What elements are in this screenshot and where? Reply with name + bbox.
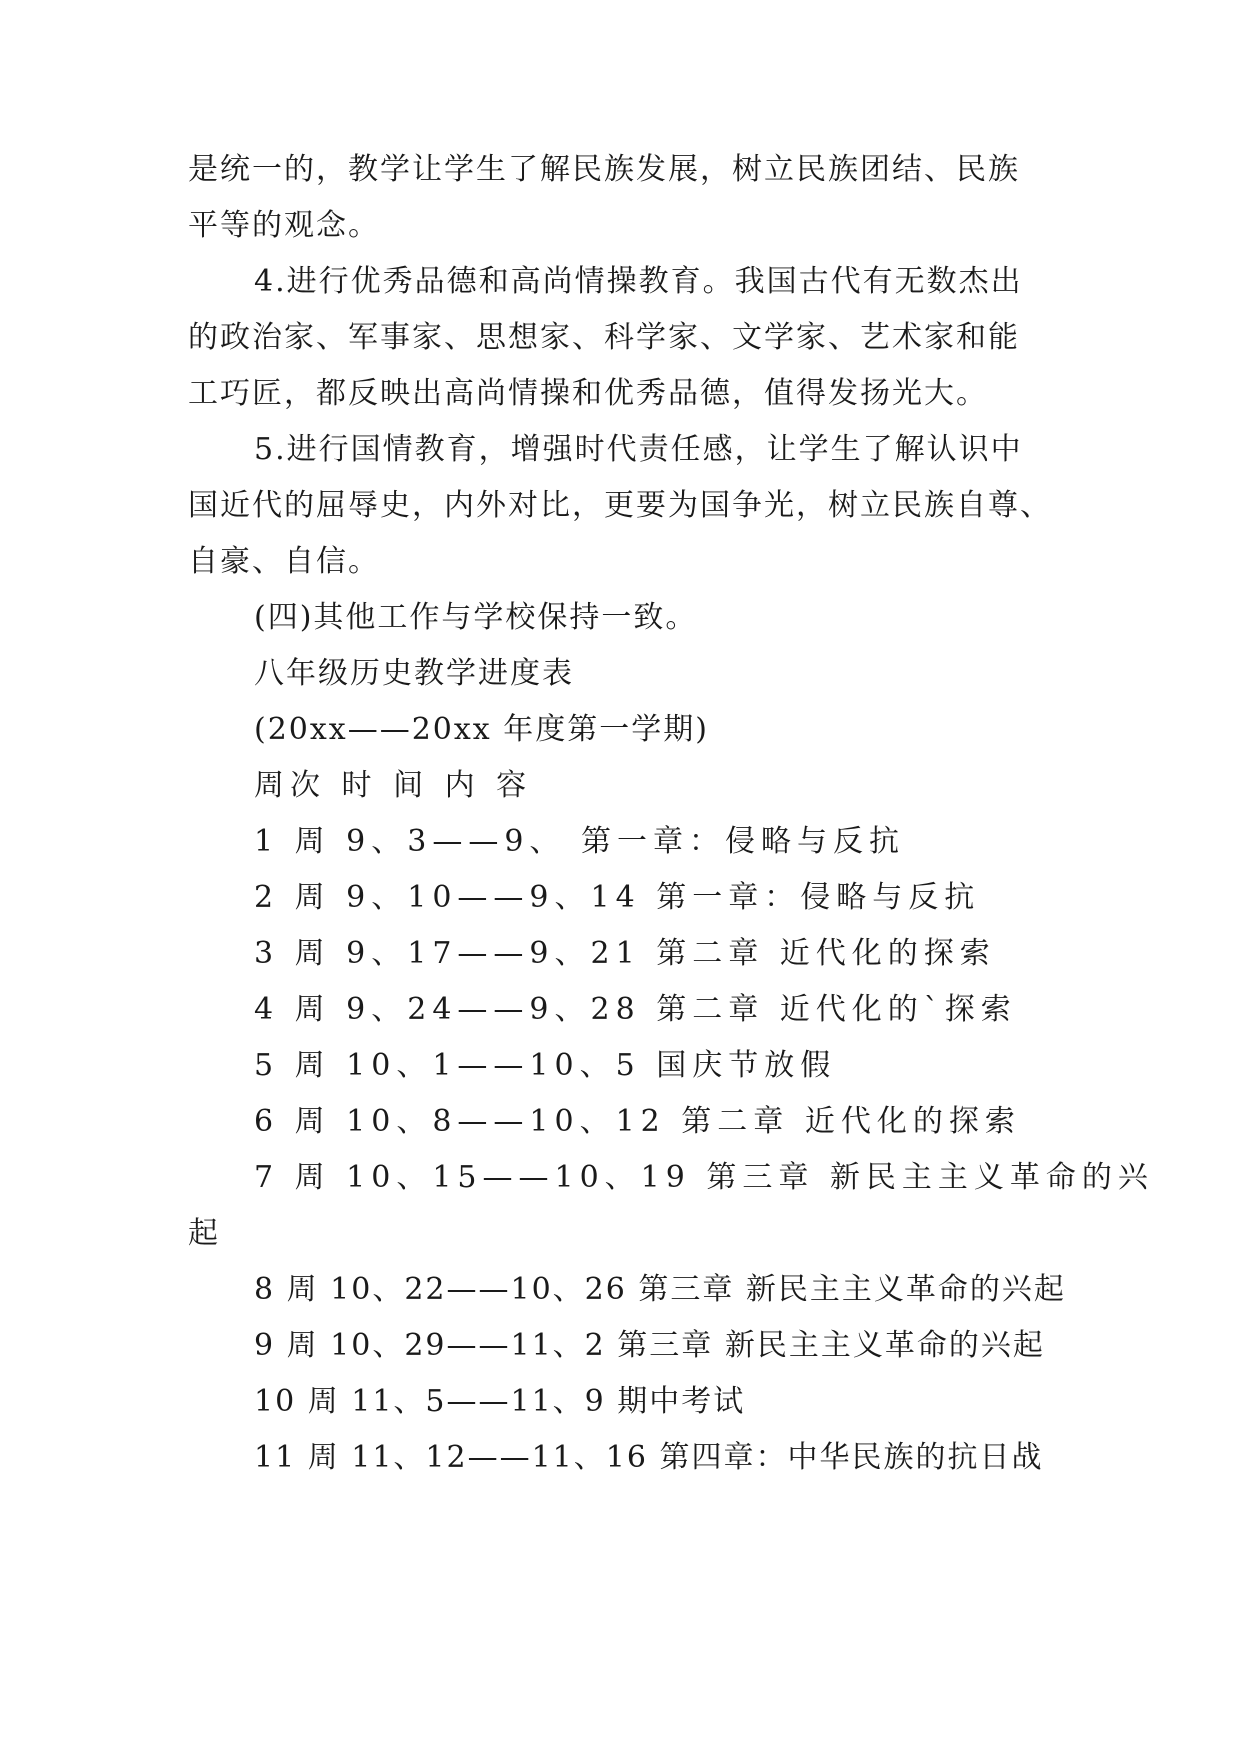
schedule-row: 1 周 9、3——9、 第一章：侵略与反抗 <box>254 824 905 859</box>
schedule-row: 3 周 9、17——9、21 第二章 近代化的探索 <box>254 936 996 971</box>
schedule-row: 2 周 9、10——9、14 第一章：侵略与反抗 <box>254 880 981 915</box>
text-line: (四)其他工作与学校保持一致。 <box>254 600 698 635</box>
text-line: 是统一的，教学让学生了解民族发展，树立民族团结、民族 <box>188 152 1020 187</box>
text-line: 国近代的屈辱史，内外对比，更要为国争光，树立民族自尊、 <box>188 488 1052 523</box>
schedule-row: 4 周 9、24——9、28 第二章 近代化的`探索 <box>254 992 1017 1027</box>
schedule-row: 10 周 11、5——11、9 期中考试 <box>254 1384 746 1419</box>
schedule-row: 11 周 11、12——11、16 第四章：中华民族的抗日战 <box>254 1440 1044 1475</box>
schedule-row: 6 周 10、8——10、12 第二章 近代化的探索 <box>254 1104 1021 1139</box>
table-title: 八年级历史教学进度表 <box>254 656 574 691</box>
schedule-row-continuation: 起 <box>188 1216 220 1251</box>
schedule-row: 7 周 10、15——10、19 第三章 新民主主义革命的兴 <box>254 1160 1154 1195</box>
schedule-row: 8 周 10、22——10、26 第三章 新民主主义革命的兴起 <box>254 1272 1066 1307</box>
text-line: 自豪、自信。 <box>188 544 380 579</box>
text-line: 5.进行国情教育，增强时代责任感，让学生了解认识中 <box>254 432 1023 467</box>
schedule-row: 5 周 10、1——10、5 国庆节放假 <box>254 1048 837 1083</box>
table-subtitle: (20xx——20xx 年度第一学期) <box>254 712 709 747</box>
table-header: 周次 时 间 内 容 <box>254 768 533 803</box>
text-line: 4.进行优秀品德和高尚情操教育。我国古代有无数杰出 <box>254 264 1023 299</box>
schedule-row: 9 周 10、29——11、2 第三章 新民主主义革命的兴起 <box>254 1328 1045 1363</box>
text-line: 平等的观念。 <box>188 208 380 243</box>
text-line: 工巧匠，都反映出高尚情操和优秀品德，值得发扬光大。 <box>188 376 988 411</box>
text-line: 的政治家、军事家、思想家、科学家、文学家、艺术家和能 <box>188 320 1020 355</box>
